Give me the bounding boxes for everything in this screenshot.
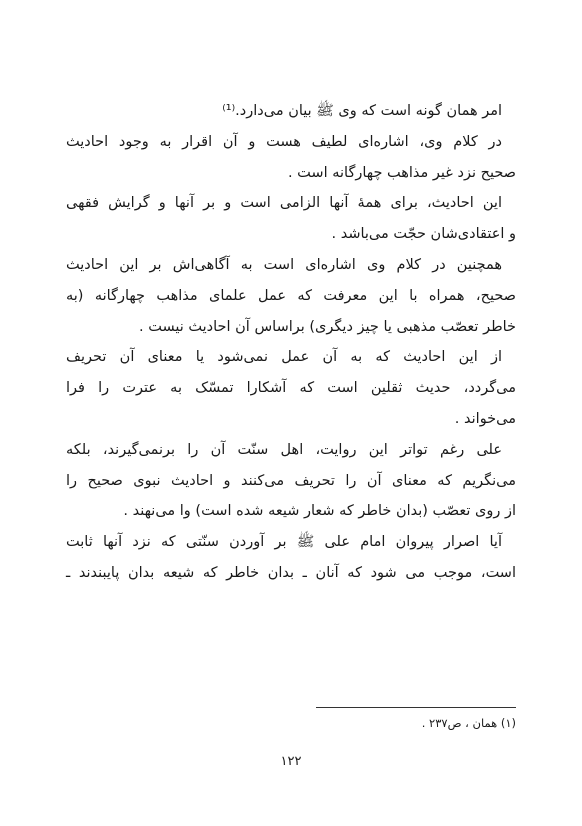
body-text <box>66 96 516 589</box>
text-line: همچنین در کلام وی اشاره‌ای است به آگاهی‌اش بر این احادیث <box>66 256 502 273</box>
text-line: از روی تعصّب (بدان خاطر که شعار شیعه شده است) وا می‌نهند . <box>123 503 516 520</box>
text-line: می‌خواند . <box>454 410 516 427</box>
text-line: در کلام وی، اشاره‌ای لطیف هست و آن اقرار به وجود احادیث <box>66 133 502 150</box>
text-line: خاطر تعصّب مذهبی یا چیز دیگری) براساس آن احادیث نیست . <box>139 318 516 335</box>
text-line: امر همان گونه است که وی ﷺ بیان می‌دارد.⁽¹⁾ <box>222 103 502 119</box>
text-line: آیا اصرار پیروان امام علی ﷺ بر آوردن سنّتی که نزد آنها ثابت <box>66 534 502 551</box>
text-line: می‌نگریم که معنای آن را تحریف می‌کنند و احادیث نبوی صحیح را <box>66 472 516 489</box>
text-line: از این احادیث که به آن عمل نمی‌شود یا معنای آن تحریف <box>66 349 502 366</box>
footnote-divider <box>316 707 516 708</box>
text-line: است، موجب می شود که آنان ـ بدان خاطر که شیعه بدان پایبندند ـ <box>66 564 516 581</box>
text-line: صحیح، همراه با این معرفت که عمل علمای مذاهب چهارگانه (به <box>66 287 516 304</box>
page-number: ۱۲۲ <box>280 754 302 769</box>
text-line: علی رغم تواتر این روایت، اهل سنّت آن را برنمی‌گیرند، بلکه <box>66 441 502 458</box>
text-line: این احادیث، برای همهٔ آنها الزامی است و بر آنها و گرایش فقهی <box>66 195 502 212</box>
text-line: و اعتقادی‌شان حجّت می‌باشد . <box>331 226 516 243</box>
footnote: (۱) همان ، ص۲۳۷ . <box>421 716 516 730</box>
text-line: می‌گردد، حدیث ثقلین است که آشکارا تمسّک به عترت را فرا <box>66 380 516 397</box>
text-line: صحیح نزد غیر مذاهب چهارگانه است . <box>287 164 516 181</box>
